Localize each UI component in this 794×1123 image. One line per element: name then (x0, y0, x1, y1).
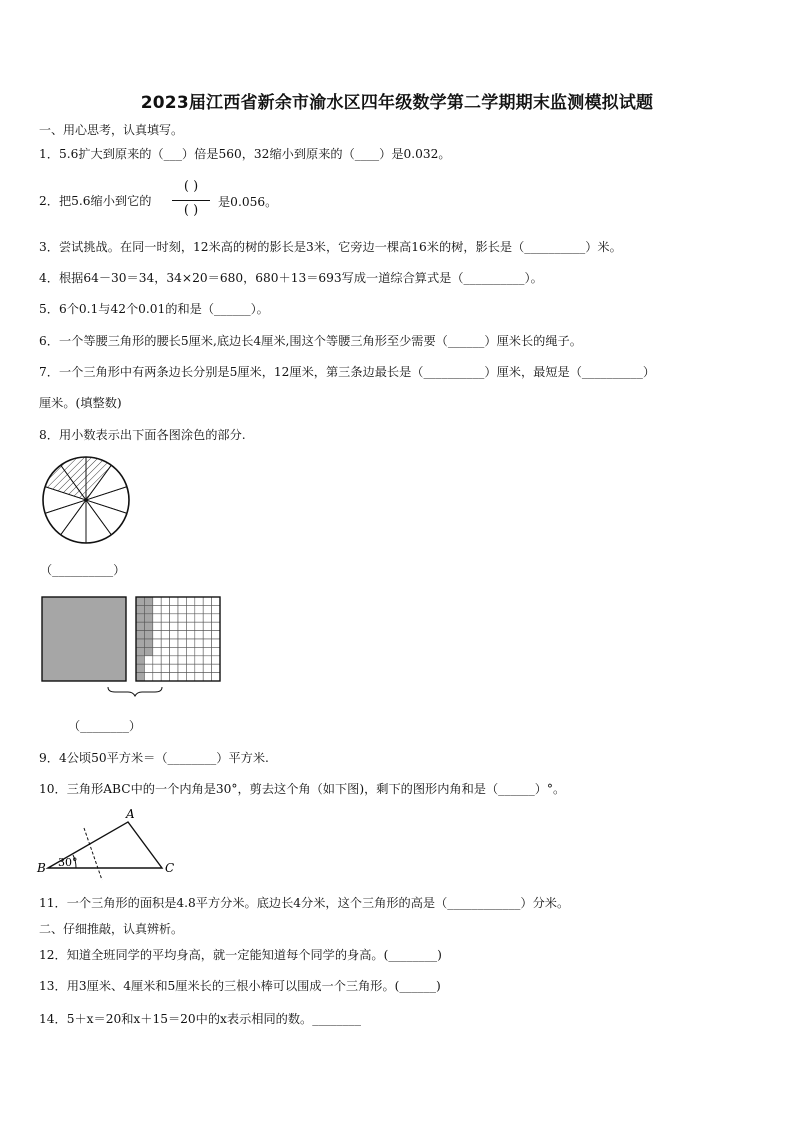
cut-line (84, 828, 102, 880)
question-7-line-2: 厘米。(填整数) (39, 396, 122, 410)
full-shaded-square (42, 597, 126, 681)
grid-cell (195, 673, 203, 681)
shaded-grid-cell (136, 673, 144, 681)
grid-cell (153, 622, 161, 630)
grid-cell (161, 622, 169, 630)
circle-sector (45, 500, 86, 535)
grid-cell (212, 656, 220, 664)
grid-cell (195, 664, 203, 672)
grid-cell (212, 673, 220, 681)
grid-cell (153, 614, 161, 622)
circle-sector (86, 500, 127, 535)
grid-cell (203, 639, 211, 647)
hundred-grid-figure (40, 595, 228, 703)
grid-cell (153, 597, 161, 605)
question-6: 6．一个等腰三角形的腰长5厘米,底边长4厘米,围这个等腰三角形至少需要（______）厘米长的绳子。 (39, 334, 582, 348)
section-2-heading: 二、仔细推敲，认真辨析。 (39, 922, 184, 936)
grid-cell (212, 664, 220, 672)
grid-cell (170, 639, 178, 647)
fraction-numerator-blank[interactable]: ( ) (183, 179, 199, 194)
fraction-bar (172, 200, 210, 201)
grid-cell (212, 597, 220, 605)
grid-cell (186, 639, 194, 647)
grid-cell (153, 639, 161, 647)
question-11: 11．一个三角形的面积是4.8平方分米。底边长4分米，这个三角形的高是（____________）分米。 (39, 896, 570, 910)
shaded-grid-cell (136, 664, 144, 672)
grid-cell (178, 605, 186, 613)
label-a: A (126, 807, 135, 821)
grid-cell (195, 622, 203, 630)
shaded-grid-cell (136, 605, 144, 613)
section-1-heading: 一、用心思考，认真填写。 (39, 123, 184, 137)
shaded-grid-cell (136, 631, 144, 639)
grid-cell (178, 639, 186, 647)
circle-figure (38, 454, 134, 546)
label-c: C (165, 861, 175, 875)
question-12: 12．知道全班同学的平均身高，就一定能知道每个同学的身高。(________) (39, 948, 442, 962)
grid-cell (186, 605, 194, 613)
grid-cell (144, 673, 152, 681)
shaded-grid-cell (144, 647, 152, 655)
grid-square (136, 597, 220, 681)
shaded-grid-cell (144, 622, 152, 630)
question-4: 4．根据64－30＝34，34×20＝680，680＋13＝693写成一道综合算式是（__________）。 (39, 271, 543, 285)
grid-cell (203, 647, 211, 655)
grid-cell (170, 656, 178, 664)
grid-cell (170, 631, 178, 639)
grid-cell (170, 605, 178, 613)
question-5: 5．6个0.1与42个0.01的和是（______）。 (39, 302, 269, 316)
grid-cell (161, 614, 169, 622)
grid-cell (153, 605, 161, 613)
grid-cell (178, 614, 186, 622)
grid-cell (178, 631, 186, 639)
grid-cell (186, 622, 194, 630)
fraction-denominator-blank[interactable]: ( ) (183, 203, 199, 218)
grid-cell (170, 647, 178, 655)
question-3: 3．尝试挑战。在同一时刻，12米高的树的影长是3米，它旁边一棵高16米的树，影长是（__________）米。 (39, 240, 622, 254)
grid-cell (195, 597, 203, 605)
shaded-grid-cell (144, 614, 152, 622)
grid-cell (186, 597, 194, 605)
grid-cell (203, 664, 211, 672)
grid-cell (212, 631, 220, 639)
grid-cell (161, 664, 169, 672)
grid-cell (212, 639, 220, 647)
label-b: B (37, 861, 46, 875)
grid-cell (178, 656, 186, 664)
shaded-grid-cell (136, 622, 144, 630)
grid-cell (195, 639, 203, 647)
shaded-grid-cell (136, 614, 144, 622)
grid-cell (212, 605, 220, 613)
grid-cell (144, 664, 152, 672)
grid-cell (203, 656, 211, 664)
brace (108, 687, 162, 696)
grid-cell (170, 664, 178, 672)
grid-cell (144, 656, 152, 664)
grid-cell (170, 673, 178, 681)
grid-cell (161, 631, 169, 639)
question-8-blank-1[interactable]: （__________） (40, 563, 126, 577)
grid-cell (203, 614, 211, 622)
grid-cell (195, 647, 203, 655)
grid-cell (203, 631, 211, 639)
question-2-fraction (168, 179, 214, 223)
grid-cell (186, 614, 194, 622)
grid-cell (170, 622, 178, 630)
grid-cell (153, 647, 161, 655)
grid-cell (195, 605, 203, 613)
shaded-grid-cell (144, 597, 152, 605)
grid-cell (186, 647, 194, 655)
grid-cell (170, 597, 178, 605)
question-7-line-1: 7．一个三角形中有两条边长分别是5厘米，12厘米，第三条边最长是（__________）厘米，最短是（__________） (39, 365, 656, 379)
question-2-prefix: 2．把5.6缩小到它的 (39, 194, 152, 208)
question-13: 13．用3厘米、4厘米和5厘米长的三根小棒可以围成一个三角形。(______) (39, 979, 441, 993)
grid-cell (203, 605, 211, 613)
question-2-suffix: 是0.056。 (218, 195, 278, 209)
question-1: 1．5.6扩大到原来的（___）倍是560，32缩小到原来的（____）是0.032。 (39, 147, 451, 161)
grid-cell (203, 622, 211, 630)
shaded-grid-cell (144, 639, 152, 647)
triangle-figure (36, 806, 186, 882)
shaded-grid-cell (144, 631, 152, 639)
shaded-grid-cell (136, 656, 144, 664)
page-title: 2023届江西省新余市渝水区四年级数学第二学期期末监测模拟试题 (140, 93, 654, 113)
question-14: 14．5＋x＝20和x＋15＝20中的x表示相同的数。________ (39, 1012, 361, 1026)
grid-cell (161, 656, 169, 664)
grid-cell (161, 605, 169, 613)
grid-cell (178, 647, 186, 655)
shaded-grid-cell (136, 639, 144, 647)
question-10: 10．三角形ABC中的一个内角是30°，剪去这个角（如下图)，剩下的图形内角和是（______）°。 (39, 782, 566, 796)
grid-cell (186, 673, 194, 681)
question-8: 8．用小数表示出下面各图涂色的部分. (39, 428, 246, 442)
grid-cell (195, 614, 203, 622)
grid-cell (195, 631, 203, 639)
grid-cell (178, 597, 186, 605)
angle-label: 30° (58, 856, 78, 869)
grid-cell (153, 664, 161, 672)
grid-cell (153, 656, 161, 664)
grid-cell (161, 597, 169, 605)
grid-cell (178, 622, 186, 630)
grid-cell (161, 647, 169, 655)
grid-cell (212, 622, 220, 630)
grid-cell (203, 597, 211, 605)
grid-cell (178, 673, 186, 681)
grid-cell (161, 639, 169, 647)
grid-cell (170, 614, 178, 622)
shaded-grid-cell (136, 647, 144, 655)
shaded-grid-cell (136, 597, 144, 605)
grid-cell (186, 631, 194, 639)
question-8-blank-2[interactable]: （________） (68, 719, 142, 733)
grid-cell (178, 664, 186, 672)
grid-cell (186, 664, 194, 672)
question-9: 9．4公顷50平方米＝（________）平方米. (39, 751, 269, 765)
grid-cell (203, 673, 211, 681)
grid-cell (186, 656, 194, 664)
shaded-grid-cell (144, 605, 152, 613)
grid-cell (161, 673, 169, 681)
grid-cell (153, 631, 161, 639)
grid-cell (153, 673, 161, 681)
grid-cell (195, 656, 203, 664)
grid-cell (212, 614, 220, 622)
grid-cell (212, 647, 220, 655)
